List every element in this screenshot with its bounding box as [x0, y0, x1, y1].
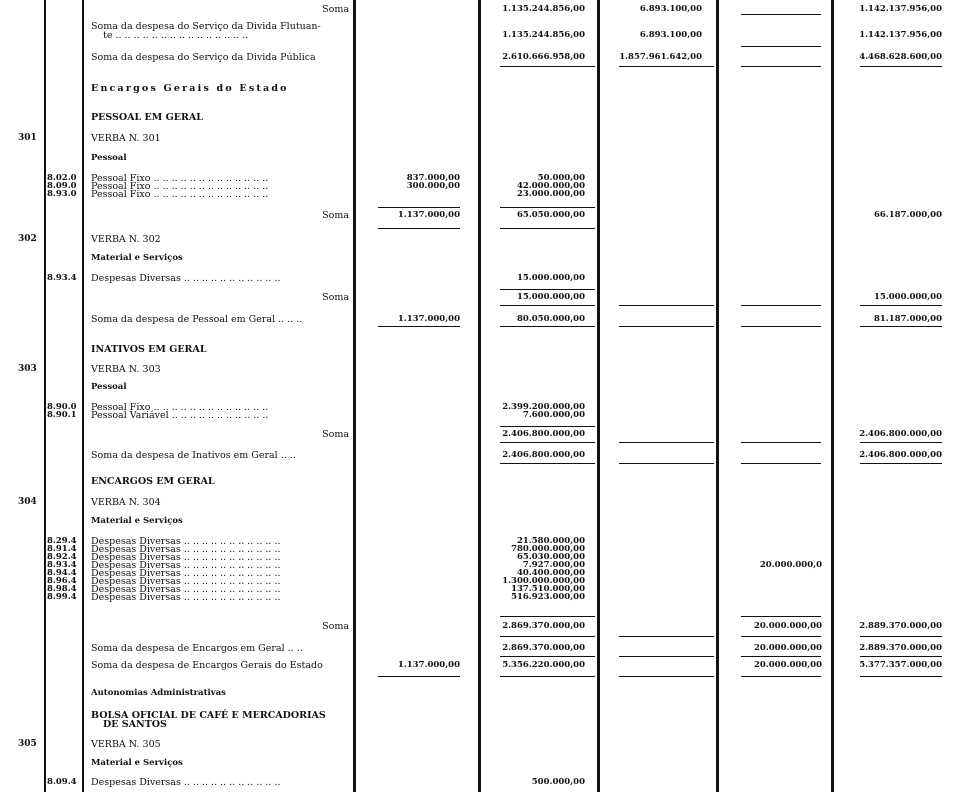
amount-c2: 2.406.800.000,00: [502, 450, 585, 460]
verba-code: 303: [18, 364, 37, 374]
amount-c5: 4.468.628.600,00: [859, 52, 942, 62]
rule: [500, 207, 595, 208]
amount-c5: 2.889.370.000,00: [859, 621, 942, 631]
amount-c2: 65.050.000,00: [516, 210, 585, 220]
sub-code: 8.93.0: [47, 189, 77, 199]
amount-c2: 1.135.244.856,00: [502, 4, 585, 14]
rule-c1: [478, 0, 481, 792]
amount-c5: 81.187.000,00: [873, 314, 942, 324]
amount-c1: 1.137.000,00: [397, 660, 460, 670]
amount-c2: 15.000.000,00: [516, 292, 585, 302]
soma-label: Soma: [322, 429, 349, 440]
amount-c2: 23.000.000,00: [516, 189, 585, 199]
amount-c2: 15.000.000,00: [516, 273, 585, 283]
row-label: INATIVOS EM GERAL: [91, 344, 207, 355]
rule: [500, 326, 595, 327]
rule: [619, 676, 714, 677]
amount-c2: 65.030.000,00: [516, 552, 585, 562]
sub-code: 8.09.4: [47, 777, 77, 787]
soma-label: Soma: [322, 292, 349, 303]
rule: [741, 676, 821, 677]
rule: [741, 442, 821, 443]
row-label: Soma da despesa do Serviço da Divida Pública: [91, 52, 316, 63]
rule: [741, 636, 821, 637]
rule: [860, 636, 942, 637]
amount-c1: 1.137.000,00: [397, 210, 460, 220]
row-label: Soma da despesa de Pessoal em Geral .. .. ..: [91, 314, 303, 325]
amount-c5: 5.377.357.000,00: [859, 660, 942, 670]
row-label: Material e Serviços: [91, 253, 183, 263]
row-label: Despesas Diversas .. .. .. .. .. .. .. .. .. .. ..: [91, 560, 281, 571]
row-label: VERBA N. 302: [91, 234, 161, 245]
amount-c4: 20.000.000,00: [753, 621, 822, 631]
amount-c2: 5.356.220.000,00: [502, 660, 585, 670]
sub-code: 8.92.4: [47, 552, 77, 562]
rule: [500, 426, 595, 427]
amount-c2: 7.927.000,00: [522, 560, 585, 570]
rule: [500, 305, 595, 306]
soma-label: Soma: [322, 4, 349, 15]
amount-c2: 2.399.200.000,00: [502, 402, 585, 412]
rule: [500, 228, 595, 229]
rule-sub: [82, 0, 84, 792]
rule: [860, 463, 942, 464]
row-label: Pessoal Fixo .. .. .. .. .. .. .. .. .. .. .. .. ..: [91, 402, 269, 413]
row-label-cont: DE SANTOS: [103, 719, 167, 730]
amount-c5: 2.889.370.000,00: [859, 643, 942, 653]
soma-label: Soma: [322, 210, 349, 221]
amount-c2: 2.406.800.000,00: [502, 429, 585, 439]
sub-code: 8.93.4: [47, 273, 77, 283]
sub-code: 8.90.1: [47, 410, 77, 420]
rule: [741, 14, 821, 15]
row-label: Pessoal: [91, 382, 127, 392]
row-label: Material e Serviços: [91, 758, 183, 768]
amount-c2: 2.610.666.958,00: [502, 52, 585, 62]
row-label: VERBA N. 301: [91, 133, 161, 144]
amount-c5: 1.142.137.956,00: [859, 30, 942, 40]
rule: [619, 442, 714, 443]
rule-desc: [353, 0, 356, 792]
row-label: Despesas Diversas .. .. .. .. .. .. .. .. .. .. ..: [91, 544, 281, 555]
amount-c2: 50.000,00: [537, 173, 585, 183]
amount-c2: 42.000.000,00: [516, 181, 585, 191]
rule-code: [44, 0, 46, 792]
rule: [378, 207, 460, 208]
amount-c2: 80.050.000,00: [516, 314, 585, 324]
amount-c2: 1.300.000.000,00: [502, 576, 585, 586]
rule: [860, 442, 942, 443]
amount-c2: 40.400.000,00: [516, 568, 585, 578]
row-label: VERBA N. 304: [91, 497, 161, 508]
sub-code: 8.91.4: [47, 544, 77, 554]
row-label-cont: te .. .. .. .. .. .. .. .. .. .. .. .. .. .. ..: [103, 30, 249, 41]
row-label: Pessoal Variável .. .. .. .. .. .. .. .. .. .. ..: [91, 410, 269, 421]
amount-c5: 66.187.000,00: [873, 210, 942, 220]
row-label: Pessoal Fixo .. .. .. .. .. .. .. .. .. .. .. .. ..: [91, 189, 269, 200]
rule: [741, 616, 821, 617]
amount-c2: 21.580.000,00: [516, 536, 585, 546]
rule: [500, 463, 595, 464]
rule-c2: [597, 0, 600, 792]
amount-c2: 2.869.370.000,00: [502, 621, 585, 631]
row-label: Despesas Diversas .. .. .. .. .. .. .. .. .. .. ..: [91, 552, 281, 563]
rule-c3: [716, 0, 719, 792]
amount-c5: 2.406.800.000,00: [859, 450, 942, 460]
amount-c4: 20.000.000,0: [759, 560, 822, 570]
row-label: Pessoal Fixo .. .. .. .. .. .. .. .. .. .. .. .. ..: [91, 173, 269, 184]
sub-code: 8.94.4: [47, 568, 77, 578]
sub-code: 8.02.0: [47, 173, 77, 183]
rule: [500, 289, 595, 290]
row-label: VERBA N. 303: [91, 364, 161, 375]
sub-code: 8.93.4: [47, 560, 77, 570]
rule: [619, 66, 714, 67]
rule: [500, 616, 595, 617]
rule: [619, 326, 714, 327]
row-label: Despesas Diversas .. .. .. .. .. .. .. .. .. .. ..: [91, 777, 281, 788]
row-label: Autonomias Administrativas: [91, 688, 226, 698]
verba-code: 305: [18, 739, 37, 749]
amount-c3: 6.893.100,00: [639, 4, 702, 14]
amount-c2: 1.135.244.856,00: [502, 30, 585, 40]
rule: [741, 656, 821, 657]
amount-c2: 2.869.370.000,00: [502, 643, 585, 653]
rule: [741, 463, 821, 464]
rule: [741, 66, 821, 67]
rule: [619, 656, 714, 657]
rule: [619, 463, 714, 464]
row-label: Despesas Diversas .. .. .. .. .. .. .. .. .. .. ..: [91, 576, 281, 587]
rule: [619, 305, 714, 306]
row-label: PESSOAL EM GERAL: [91, 112, 203, 123]
rule: [860, 305, 942, 306]
amount-c5: 1.142.137.956,00: [859, 4, 942, 14]
amount-c3: 1.857.961.642,00: [619, 52, 702, 62]
row-label: VERBA N. 305: [91, 739, 161, 750]
amount-c2: 780.000.000,00: [511, 544, 585, 554]
sub-code: 8.09.0: [47, 181, 77, 191]
sub-code: 8.98.4: [47, 584, 77, 594]
rule: [860, 326, 942, 327]
rule: [860, 656, 942, 657]
rule: [860, 66, 942, 67]
amount-c4: 20.000.000,00: [753, 660, 822, 670]
amount-c1: 300.000,00: [406, 181, 460, 191]
row-label: Despesas Diversas .. .. .. .. .. .. .. .. .. .. ..: [91, 584, 281, 595]
rule: [500, 66, 595, 67]
row-label: Encargos Gerais do Estado: [91, 83, 289, 94]
row-label: Pessoal: [91, 153, 127, 163]
row-label: Material e Serviços: [91, 516, 183, 526]
row-label: Soma da despesa de Inativos em Geral .. ..: [91, 450, 296, 461]
rule: [378, 326, 460, 327]
rule: [500, 442, 595, 443]
rule: [500, 656, 595, 657]
rule: [500, 676, 595, 677]
rule: [741, 305, 821, 306]
amount-c2: 7.600.000,00: [522, 410, 585, 420]
amount-c2: 516.923.000,00: [511, 592, 585, 602]
row-label: BOLSA OFICIAL DE CAFÉ E MERCADORIAS: [91, 710, 326, 721]
amount-c2: 137.510.000,00: [511, 584, 585, 594]
row-label: Soma da despesa do Serviço da Divida Flutuan-: [91, 21, 321, 32]
rule: [500, 636, 595, 637]
rule: [741, 46, 821, 47]
amount-c1: 1.137.000,00: [397, 314, 460, 324]
rule: [860, 676, 942, 677]
rule: [619, 636, 714, 637]
row-label: Soma da despesa de Encargos Gerais do Estado: [91, 660, 323, 671]
verba-code: 304: [18, 497, 37, 507]
amount-c4: 20.000.000,00: [753, 643, 822, 653]
verba-code: 301: [18, 133, 37, 143]
amount-c1: 837.000,00: [406, 173, 460, 183]
row-label: Pessoal Fixo .. .. .. .. .. .. .. .. .. .. .. .. ..: [91, 181, 269, 192]
rule: [741, 326, 821, 327]
row-label: Despesas Diversas .. .. .. .. .. .. .. .. .. .. ..: [91, 568, 281, 579]
amount-c5: 2.406.800.000,00: [859, 429, 942, 439]
row-label: Despesas Diversas .. .. .. .. .. .. .. .. .. .. ..: [91, 536, 281, 547]
row-label: Despesas Diversas .. .. .. .. .. .. .. .. .. .. ..: [91, 273, 281, 284]
row-label: Despesas Diversas .. .. .. .. .. .. .. .. .. .. ..: [91, 592, 281, 603]
amount-c5: 15.000.000,00: [873, 292, 942, 302]
rule-c4: [831, 0, 834, 792]
sub-code: 8.29.4: [47, 536, 77, 546]
soma-label: Soma: [322, 621, 349, 632]
verba-code: 302: [18, 234, 37, 244]
rule: [378, 676, 460, 677]
sub-code: 8.99.4: [47, 592, 77, 602]
row-label: Soma da despesa de Encargos em Geral .. ..: [91, 643, 303, 654]
amount-c3: 6.893.100,00: [639, 30, 702, 40]
sub-code: 8.90.0: [47, 402, 77, 412]
row-label: ENCARGOS EM GERAL: [91, 476, 215, 487]
rule: [378, 228, 460, 229]
sub-code: 8.96.4: [47, 576, 77, 586]
amount-c2: 500.000,00: [531, 777, 585, 787]
